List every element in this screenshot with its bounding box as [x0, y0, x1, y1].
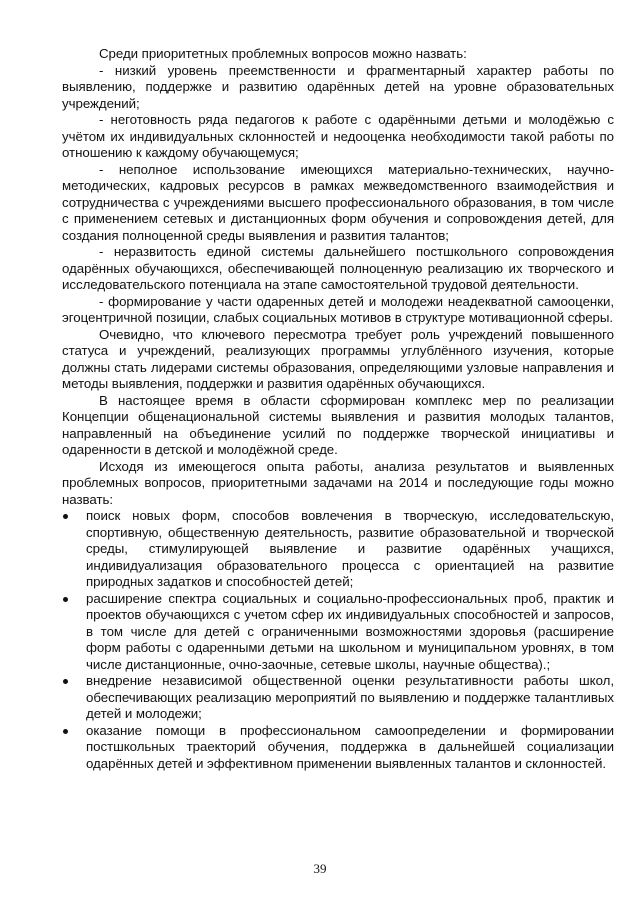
document-body [62, 46, 614, 772]
task-item [62, 673, 614, 723]
problem-item: - неполное использование имеющихся материально-технических, научно-методических, кадровых ресурсов в рамках межведомственного взаимодействия и сотрудничества с учреждениями высшего профессионального образования, в том числе с применением сетевых и дистанционных форм обучения и сопровождения детей, для создания полноценной среды выявления и развития талантов; [62, 161, 614, 243]
page-number: 39 [313, 861, 327, 876]
task-text: поиск новых форм, способов вовлечения в творческую, исследовательскую, спортивную, общественную деятельность, развитие образовательной и творческой среды, стимулирующей выявление и развитие одарённых учащихся, индивидуализация образовательного процесса с ориентацией на развитие природных задатков и способностей детей; [86, 508, 614, 589]
task-text: расширение спектра социальных и социально-профессиональных проб, практик и проектов обучающихся с учетом сфер их индивидуальных способностей и запросов, в том числе для детей с ограниченными возможностями здоровья (расширение форм работы с одаренными детьми на школьном и муниципальном уровнях, в том числе дистанционные, очно-заочные, сетевые школы, научные общества).; [86, 590, 614, 672]
task-item [62, 591, 614, 674]
bullet-icon [63, 729, 68, 734]
current-measures-paragraph: В настоящее время в области сформирован комплекс мер по реализации Концепции общенациональной системы выявления и развития молодых талантов, направленный на объединение усилий по поддержке творческой инициативы и одаренности в детской и молодёжной среде. [62, 392, 614, 457]
task-item [62, 723, 614, 773]
obvious-paragraph: Очевидно, что ключевого пересмотра требует роль учреждений повышенного статуса и учреждений, реализующих программы углублённого изучения, которые должны стать лидерами системы образования, определяющими узловые направления и методы выявления, поддержки и развития одарённых обучающихся. [62, 326, 614, 391]
bullet-icon [63, 679, 68, 684]
problem-item: - формирование у части одаренных детей и молодежи неадекватной самооценки, эгоцентричной позиции, слабых социальных мотивов в структуре мотивационной сферы. [62, 293, 614, 325]
task-item [62, 508, 614, 591]
intro-paragraph: Среди приоритетных проблемных вопросов можно назвать: [99, 46, 467, 61]
tasks-list [62, 508, 614, 772]
bullet-icon [63, 597, 68, 602]
task-text: оказание помощи в профессиональном самоопределении и формировании постшкольных траекторий обучения, поддержка в дальнейшей социализации одарённых детей и эффективном применении выявленных талантов и склонностей. [86, 722, 614, 771]
problem-item: - низкий уровень преемственности и фрагментарный характер работы по выявлению, поддержке и развитию одарённых детей на уровне образовательных учреждений; [62, 62, 614, 111]
bullet-icon [63, 514, 68, 519]
problem-item: - неготовность ряда педагогов к работе с одарёнными детьми и молодёжью с учётом их индивидуальных склонностей и недооценка необходимости такой работы по отношению к каждому обучающемуся; [62, 112, 614, 160]
tasks-intro-paragraph: Исходя из имеющегося опыта работы, анализа результатов и выявленных проблемных вопросов, приоритетными задачами на 2014 и последующие годы можно назвать: [62, 458, 614, 507]
task-text: внедрение независимой общественной оценки результативности работы школ, обеспечивающих реализацию мероприятий по выявлению и поддержке талантливых детей и молодежи; [86, 673, 614, 721]
problem-item: - неразвитость единой системы дальнейшего постшкольного сопровождения одарённых обучающихся, обеспечивающей полноценную реализацию их творческого и исследовательского потенциала на этапе самостоятельной трудовой деятельности. [62, 244, 614, 292]
